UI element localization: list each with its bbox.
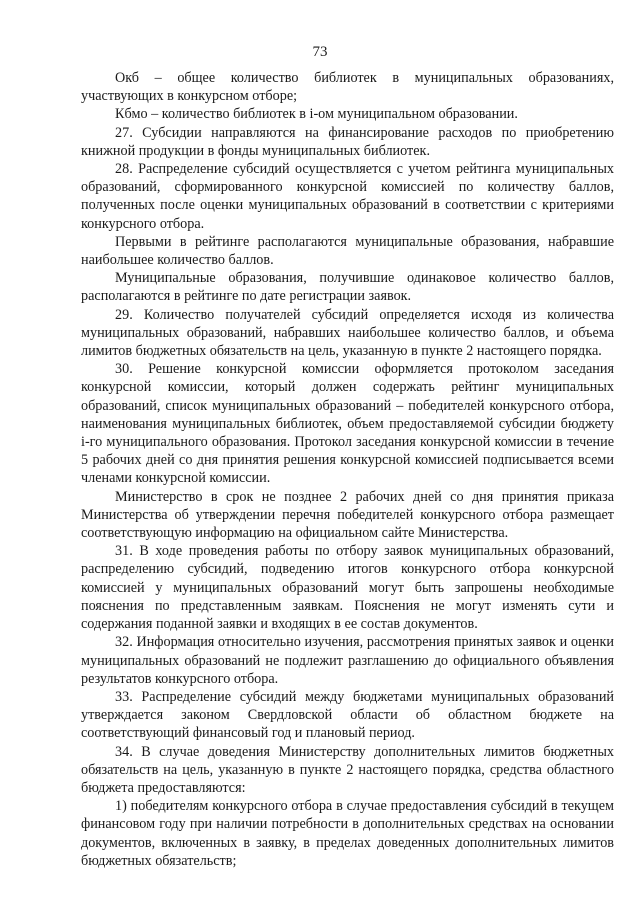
paragraph-33: 33. Распределение субсидий между бюджетами муниципальных образований утверждается законом Свердловской области об областном бюджете на соответствующий финансовый год и плановый период. — [81, 688, 614, 742]
paragraph-29: 29. Количество получателей субсидий определяется исходя из количества муниципальных образований, набравших наибольшее количество баллов, и объема лимитов бюджетных обязательств на цель, указанную в пункте 2 настоящего порядка. — [81, 306, 614, 360]
paragraph-kbmo-definition: Кбмо – количество библиотек в i-ом муниципальном образовании. — [115, 106, 518, 123]
paragraph-34-item-1: 1) победителям конкурсного отбора в случае предоставления субсидий в текущем финансовом году при наличии потребности в дополнительных средствах на основании документов, включенных в заявку, в пределах доведенных дополнительных лимитов бюджетных обязательств; — [81, 798, 614, 869]
document-body — [81, 69, 614, 870]
page-number: 73 — [312, 44, 328, 60]
paragraph-28: 28. Распределение субсидий осуществляется с учетом рейтинга муниципальных образований, сформированного конкурсной комиссией по количеству баллов, полученных после оценки муниципальных образований в соответствии с критериями конкурсного отбора. — [81, 161, 614, 232]
paragraph-27: 27. Субсидии направляются на финансирование расходов по приобретению книжной продукции в фонды муниципальных библиотек. — [81, 124, 614, 159]
paragraph-32: 32. Информация относительно изучения, рассмотрения принятых заявок и оценки муниципальных образований не подлежит разглашению до официального объявления результатов конкурсного отбора. — [81, 634, 614, 687]
paragraph-34: 34. В случае доведения Министерству дополнительных лимитов бюджетных обязательств на цель, указанную в пункте 2 настоящего порядка, средства областного бюджета предоставляются: — [81, 743, 614, 796]
paragraph-31: 31. В ходе проведения работы по отбору заявок муниципальных образований, распределению субсидий, подведению итогов конкурсного отбора конкурсной комиссией у муниципальных образований могут быть запрошены необходимые пояснения по представленным заявкам. Пояснения не могут изменять сути и содержания поданной заявки и входящих в ее состав документов. — [81, 543, 614, 633]
paragraph-30: 30. Решение конкурсной комиссии оформляется протоколом заседания конкурсной комиссии, который должен содержать рейтинг муниципальных образований, список муниципальных образований – победителей конкурсного отбора, наименования муниципальных библиотек, объем предоставляемой субсидии бюджету i-го муниципального образования. Протокол заседания конкурсной комиссии в течение 5 рабочих дней со дня принятия решения конкурсной комиссией подписывается всеми членами конкурсной комиссии. — [81, 361, 614, 487]
paragraph-30-publication: Министерство в срок не позднее 2 рабочих дней со дня принятия приказа Министерства об утверждении перечня победителей конкурсного отбора размещает соответствующую информацию на официальном сайте Министерства. — [81, 488, 614, 542]
paragraph-okb-definition: Окб – общее количество библиотек в муниципальных образованиях, участвующих в конкурсном отборе; — [81, 70, 614, 105]
paragraph-28-equal-scores: Муниципальные образования, получившие одинаковое количество баллов, располагаются в рейтинге по дате регистрации заявок. — [81, 270, 614, 305]
paragraph-28-ranking-first: Первыми в рейтинге располагаются муниципальные образования, набравшие наибольшее количество баллов. — [81, 233, 614, 269]
